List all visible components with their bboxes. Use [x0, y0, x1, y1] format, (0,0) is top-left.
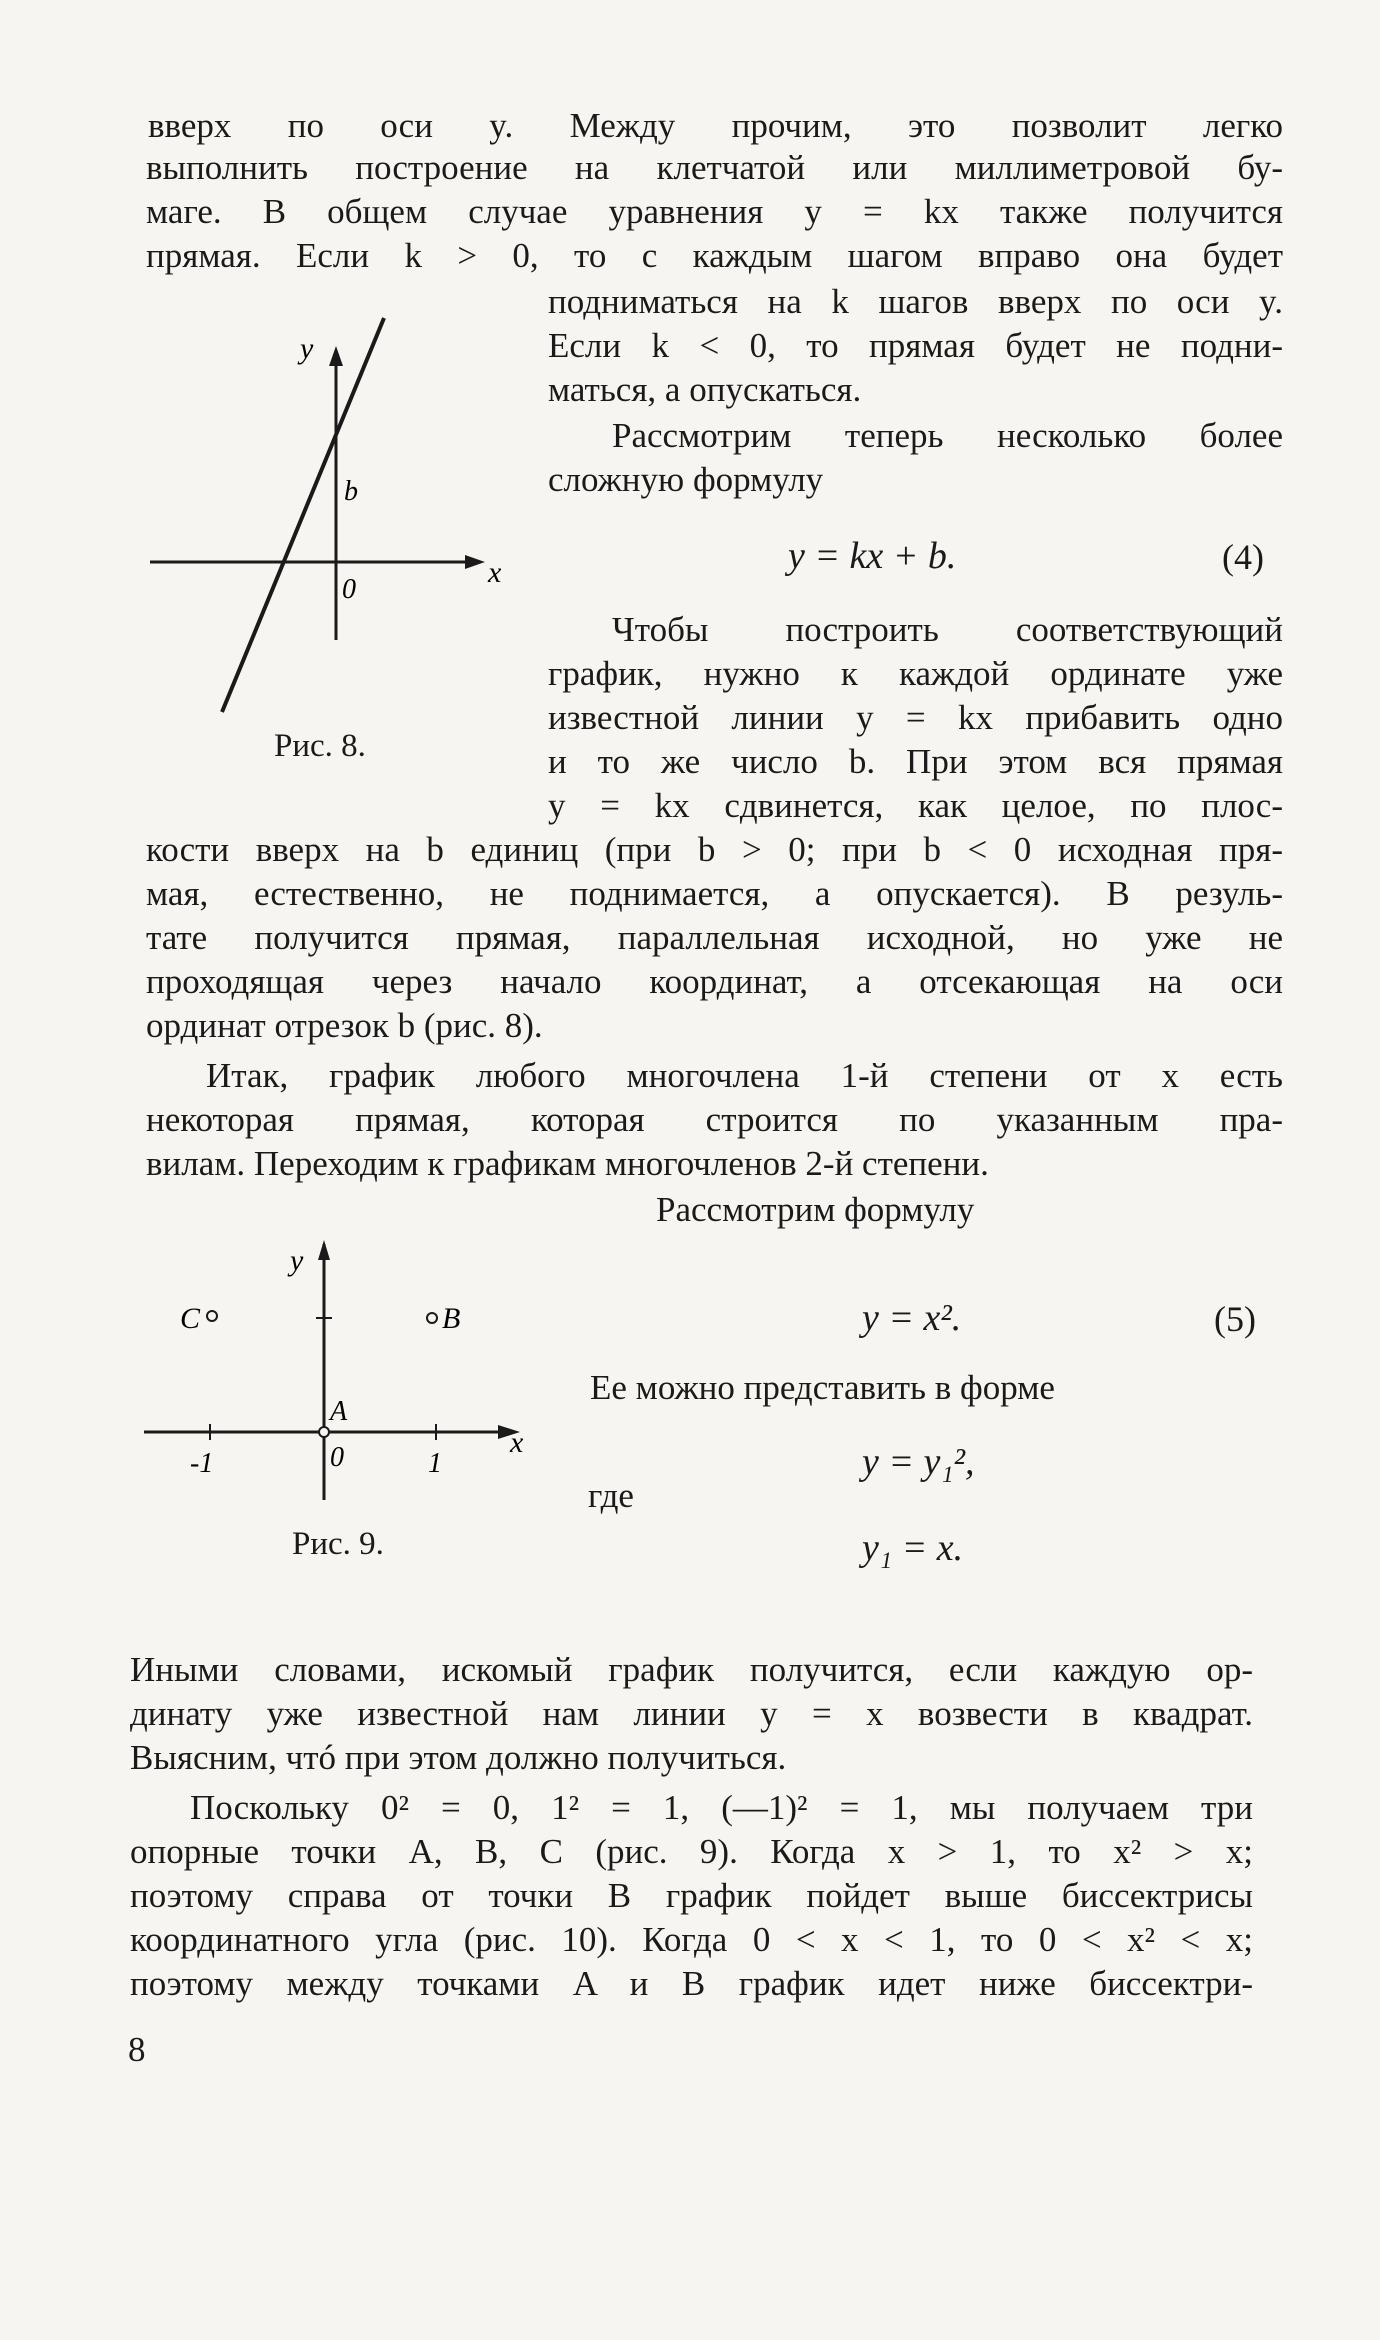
text-line: опорные точки A, B, C (рис. 9). Когда x > 1, то x² > x; [130, 1832, 1253, 1871]
text-line: Если k < 0, то прямая будет не подни- [548, 326, 1283, 365]
equation-5: y = x². [862, 1297, 962, 1339]
text-line: Иными словами, искомый график получится, если каждую ор- [130, 1650, 1253, 1689]
text-line: y = kx сдвинется, как целое, по плос- [548, 786, 1283, 825]
label-y: y [290, 1244, 304, 1277]
text-line: Чтобы построить соответствующий [612, 610, 1283, 649]
text-line: тате получится прямая, параллельная исходной, но уже не [146, 918, 1283, 957]
text-line: Выясним, чтó при этом должно получиться. [130, 1738, 787, 1777]
text-line: вверх по оси y. Между прочим, это позволит легко [148, 106, 1283, 145]
figure-8-caption: Рис. 8. [274, 728, 366, 764]
text-line: ординат отрезок b (рис. 8). [146, 1006, 543, 1045]
text-line: и то же число b. При этом вся прямая [548, 742, 1283, 781]
point-B [427, 1313, 437, 1323]
y-axis-arrow [329, 346, 343, 366]
label-x: x [510, 1426, 524, 1459]
label-y: y [300, 332, 314, 365]
text-line: маге. В общем случае уравнения y = kx также получится [146, 192, 1283, 231]
figure-9 [130, 1210, 550, 1530]
text-line: поэтому справа от точки B график пойдет выше биссектрисы [130, 1876, 1253, 1915]
text-line: мая, естественно, не поднимается, а опускается). В резуль- [146, 874, 1283, 913]
label-origin: 0 [342, 574, 356, 605]
equation-4-number: (4) [1222, 537, 1264, 577]
text-line: кости вверх на b единиц (при b > 0; при b < 0 исходная пря- [146, 830, 1283, 869]
text-line: выполнить построение на клетчатой или миллиметровой бу- [146, 148, 1283, 187]
text-line: Поскольку 0² = 0, 1² = 1, (—1)² = 1, мы получаем три [190, 1788, 1253, 1827]
label-A: A [330, 1396, 348, 1427]
label-minus-one: -1 [190, 1448, 214, 1479]
text-line: Рассмотрим теперь несколько более [612, 416, 1283, 455]
text-line: поэтому между точками A и B график идет ниже биссектри- [130, 1964, 1253, 2003]
point-A [319, 1427, 329, 1437]
text-line: Рассмотрим формулу [656, 1190, 975, 1229]
label-origin: 0 [330, 1442, 344, 1473]
label-x: x [488, 556, 502, 589]
figure-8 [140, 310, 520, 730]
label-b: b [344, 476, 358, 507]
text-line: проходящая через начало координат, а отсекающая на оси [146, 962, 1283, 1001]
text-line: маться, а опускаться. [548, 370, 862, 409]
text-line: координатного угла (рис. 10). Когда 0 < x < 1, то 0 < x² < x; [130, 1920, 1253, 1959]
equation-5-number: (5) [1214, 1299, 1256, 1339]
equation-5b: y₁ = x. [862, 1527, 964, 1569]
text-line: где [588, 1476, 634, 1515]
text-line: некоторая прямая, которая строится по указанным пра- [146, 1100, 1283, 1139]
text-line: динату уже известной нам линии y = x возвести в квадрат. [130, 1694, 1253, 1733]
text-line: прямая. Если k > 0, то с каждым шагом вправо она будет [146, 236, 1283, 275]
point-C [207, 1311, 217, 1321]
text-line: сложную формулу [548, 460, 824, 499]
equation-4: y = kx + b. [788, 535, 957, 577]
figure-9-caption: Рис. 9. [292, 1526, 384, 1562]
text-line: Ее можно представить в форме [590, 1368, 1055, 1407]
text-line: известной линии y = kx прибавить одно [548, 698, 1283, 737]
label-one: 1 [428, 1448, 442, 1479]
equation-5a: y = y₁², [862, 1441, 975, 1483]
text-line: подниматься на k шагов вверх по оси y. [548, 282, 1283, 321]
text-line: Итак, график любого многочлена 1-й степени от x есть [206, 1056, 1283, 1095]
text-line: вилам. Переходим к графикам многочленов 2-й степени. [146, 1144, 989, 1183]
line-y-kx-b [222, 318, 384, 712]
y-axis-arrow [318, 1240, 330, 1260]
text-line: график, нужно к каждой ординате уже [548, 654, 1283, 693]
label-C: C [180, 1302, 201, 1335]
x-axis-arrow [465, 555, 485, 569]
page-number: 8 [128, 2030, 146, 2069]
label-B: B [442, 1302, 461, 1335]
